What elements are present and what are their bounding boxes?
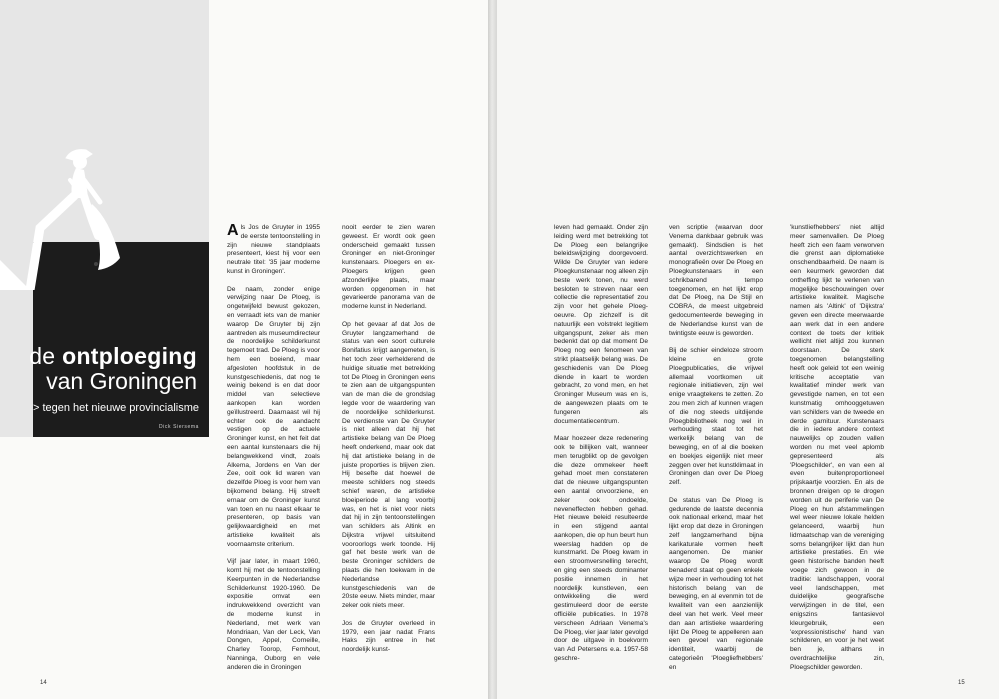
paragraph: Bij de schier eindeloze stroom kleine en grote Ploegpublicaties, die vrijwel allemaal voortkomen uit regionale initiatieven, zijn wel enige vraagtekens te zetten. Zo zou men zich af kunnen vragen of die nog steeds uitdijende Ploegbibliotheek nog wel in verhouding staat tot het werkelijk belang van de beweging, en of al die boeken en boekjes eigenlijk niet meer zeggen over het kunstklimaat in Groningen dan over De Ploeg zelf. [669,347,763,487]
paragraph: De status van De Ploeg is gedurende de laatste decennia ook nationaal erkend, maar het lijkt erop dat deze in Groningen zelf langzamerhand bijna karikaturale vormen heeft aangenomen. De manier waarop De Ploeg wordt benaderd staat op geen enkele wijze meer in verhouding tot het historisch belang van de beweging, en al evenmin tot de kwaliteit van een aanzienlijk deel van het werk. Veel meer dan aan artistieke waardering lijkt De Ploeg te appelleren aan een gevoel van regionale identiteit, waarbij de categorieën 'Ploegliefhebbers' en [669,496,763,671]
ploughman-illustration [0,140,209,290]
text-column-2 [342,224,435,664]
paragraph: nooit eerder te zien waren geweest. Er wordt ook geen onderscheid gemaakt tussen Groninger en niet-Groninger kunstenaars. Ploegers en ex-Ploegers krijgen geen afzonderlijke plaats, maar worden opgenomen in het gevarieerde panorama van de moderne kunst in Nederland. [342,224,435,311]
text-column-1 [227,224,320,681]
paragraph: leven had gemaakt. Onder zijn leiding werd met betrekking tot De Ploeg een belangrijke beleidswijziging doorgevoerd. Wilde De Gruyter van iedere Ploegkunstenaar nog alleen zijn beste werk tonen, nu werd besloten te streven naar een collectie die representatief zou zijn voor het gehele Ploeg-oeuvre. Op zichzelf is dit natuurlijk een volstrekt legitiem uitgangspunt, zeker als men bedenkt dat op dat moment De Ploeg nog een fenomeen van strikt plaatselijk belang was. De geschiedenis van De Ploeg diende in kaart te worden gebracht, zo vond men, en het Groninger Museum was en is, de aangewezen plaats om te fungeren als documentatiecentrum. [554,224,648,425]
paragraph: ven scriptie (waarvan door Venema dankbaar gebruik was gemaakt). Sindsdien is het aantal overzichtswerken en monografieën over De Ploeg en Ploegkunstenaars in een schrikbarend tempo toegenomen, en het lijkt erop dat De Ploeg, na De Stijl en COBRA, de meest uitgebreid gedocumenteerde beweging in de Nederlandse kunst van de twintigste eeuw is geworden. [669,224,763,337]
paragraph: De naam, zonder enige verwijzing naar De Ploeg, is ongetwijfeld bewust gekozen, en verraadt iets van de manier waarop De Gruyter bij zijn aantreden als museumdirecteur de noordelijke schilderkunst tegemoet trad. De Ploeg is voor hem een boeiend, maar afgesloten hoofdstuk in de kunstgeschiedenis, dat nog te weinig bekend is en dat door middel van selectieve aankopen kan worden geïllustreerd. Daarnaast wil hij echter ook de aandacht vestigen op de actuele Groninger kunst, en het feit dat een aantal kunstenaars die hij belangwekkend vindt, zoals Alkema, Jordens en Van der Zee, ooit ook lid waren van dezelfde Ploeg is voor hem van bijkomend belang. Hij streeft ernaar om de Groninger kunst van toen en nu naast elkaar te presenteren, op basis van gelijkwaardigheid en met artistieke kwaliteit als voornaamste criterium. [227,285,320,548]
paragraph: Vijf jaar later, in maart 1960, komt hij met de tentoonstelling Keerpunten in de Nederlandse Schilderkunst 1920-1960. De expositie omvat een indrukwekkend overzicht van de moderne kunst in Nederland, met werk van Mondriaan, Van der Leck, Van Dongen, Appel, Corneille, Charley Toorop, Fernhout, Nanninga, Ouborg en vele anderen die in Groningen [227,558,320,671]
paragraph: Maar hoezeer deze redenering ook te billijken valt, wanneer men terugblikt op de gevolgen die deze ommekeer heeft gehad moet men constateren dat de nieuwe uitgangspunten een aantal onvoorziene, en zeker ook ondoelde, neveneffecten hebben gehad. Het nieuwe beleid resulteerde in een stijgend aantal aankopen, die op hun beurt hun weerslag hadden op de kunstmarkt. De Ploeg kwam in een stroomversnelling terecht, en ging een steeds dominanter positie innemen in het noordelijk kunstleven, een ontwikkeling die werd gestimuleerd door de eerste officiële publicaties. In 1978 verscheen Adriaan Venema's De Ploeg, vier jaar later gevolgd door de uitgave in boekvorm van Ad Petersens e.a. 1957-58 geschre- [554,435,648,663]
spine-gutter [488,0,497,699]
text-column-4 [669,224,763,681]
paragraph: Als Jos de Gruyter in 1955 de eerste tentoonstelling in zijn nieuwe standplaats presenteert, kiest hij voor een neutrale titel: '35 jaar moderne kunst in Groningen'. [227,222,320,275]
left-page [0,0,488,699]
title-line-van-groningen: van Groningen [46,368,197,394]
article-title [29,343,197,395]
dropcap: A [227,222,239,239]
page-number-right: 15 [958,680,965,686]
article-author: Dick Siersema [158,424,199,430]
title-word-ontploeging: ontploeging [62,343,197,369]
title-panel [0,0,209,437]
paragraph: 'kunstliefhebbers' niet altijd meer samenvallen. De Ploeg heeft zich een faam verworven die grenst aan diplomatieke onschendbaarheid. De naam is een keurmerk geworden dat ontheffing lijkt te verlenen van mogelijke beschouwingen over artistieke kwaliteit. Magische namen als 'Altink' of 'Dijkstra' geven een directe meerwaarde aan werk dat in een andere context de toets der kritiek wellicht niet altijd zou kunnen doorstaan. De sterk toegenomen belangstelling heeft ook geleid tot een weinig kritische acceptatie van kwalitatief minder werk van gevestigde namen, en tot een kunstmatig omhooggetuwen van schilders van de tweede en derde garnituur. Kunstenaars die in iedere andere context nauwelijks op zouden vallen worden nu met veel aplomb gepresenteerd als 'Ploegschilder', en van een al even buitenproportioneel prijskaartje voorzien. En als de bronnen dreigen op te drogen worden uit de periferie van De Ploeg en hun afstammelingen wel weer nieuwe lokale helden gelanceerd, waarbij hun lidmaatschap van de vereniging soms belangrijker lijkt dan hun artistieke prestaties. En wie geen historische banden heeft voege zich gewoon in de traditie: landschappen, vooral veel landschappen, met duidelijke geografische verwijzingen in de titel, een enigszins fantasievol kleurgebruik, een 'expressionistische' hand van schilderen, en voor je het weet ben je, althans in overdrachtelijke zin, Ploegschilder geworden. [790,224,884,671]
title-word-de: de [29,343,56,369]
page-number-left: 14 [40,680,47,686]
paragraph: Jos de Gruyter overleed in 1979, een jaar nadat Frans Haks zijn entree in het noordelijk kunst- [342,619,435,654]
article-subtitle: > tegen het nieuwe provincialisme [32,402,199,414]
text-column-3 [554,224,648,673]
paragraph: Op het gevaar af dat Jos de Gruyter langzamerhand de status van een soort culturele Bonifatius krijgt aangemeten, is het toch zeer verhelderend de huidige situatie met betrekking tot De Ploeg in Groningen eens te zien aan de uitgangspunten van de man die de grondslag legde voor de waardering van de noordelijke schilderkunst. De verdienste van De Gruyter is niet alleen dat hij het artistieke belang van De Ploeg heeft onderkend, maar ook dat hij dat artistieke belang in de juiste proporties is blijven zien. Hij besefte dat hoewel de meeste schilders nog steeds schief waren, de artistieke bloeiperiode al lang voorbij was, en het is niet voor niets dat hij in zijn tentoonstellingen van schilders als Altink en Dijkstra vrijwel uitsluitend vooroorlogs werk toonde. Hij gaf het beste werk van de beste Groninger schilders de plaats die hen toekwam in de Nederlandse kunstgeschiedenis van de 20ste eeuw. Niets minder, maar zeker ook niets meer. [342,320,435,610]
text-column-5 [790,224,884,681]
